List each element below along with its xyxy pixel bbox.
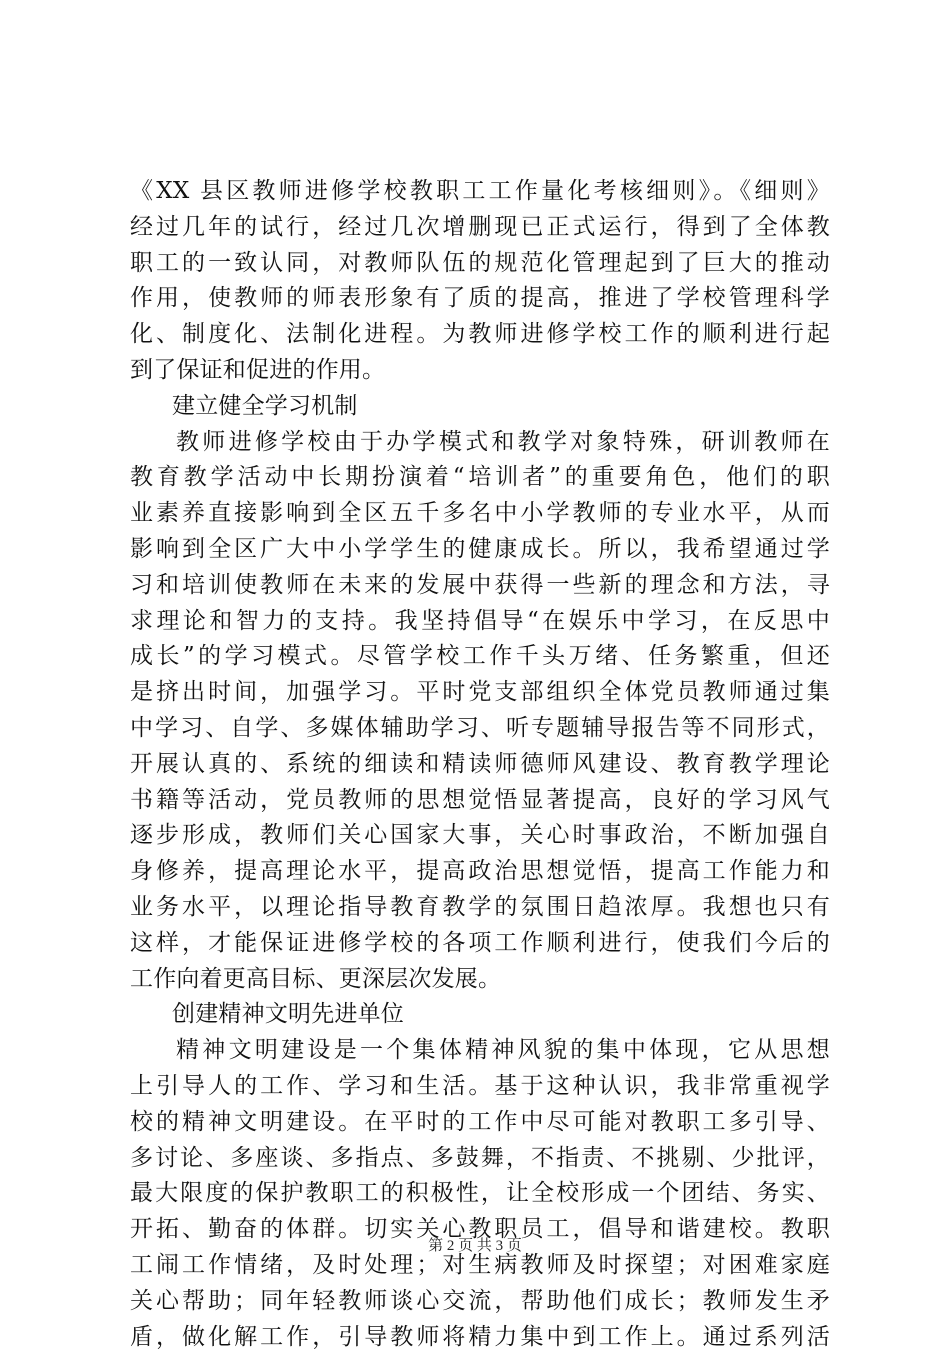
text-line: 这样，才能保证进修学校的各项工作顺利进行，使我们今后的 — [130, 926, 830, 962]
text-line: 作用，使教师的师表形象有了质的提高，推进了学校管理科学 — [130, 281, 830, 317]
page-footer — [0, 1234, 950, 1255]
paragraph-civilization — [130, 1033, 830, 1355]
text-line: 业素养直接影响到全区五千多名中小学教师的专业水平，从而 — [130, 496, 830, 532]
text-line: 精神文明建设是一个集体精神风貌的集中体现，它从思想 — [130, 1033, 830, 1069]
paragraph-intro — [130, 174, 830, 389]
text-line: 业务水平，以理论指导教育教学的氛围日趋浓厚。我想也只有 — [130, 890, 830, 926]
text-line: 化、制度化、法制化进程。为教师进修学校工作的顺利进行起 — [130, 317, 830, 353]
text-line: 校的精神文明建设。在平时的工作中尽可能对教职工多引导、 — [130, 1105, 830, 1141]
text-line: 《XX 县区教师进修学校教职工工作量化考核细则》。《细则》 — [130, 174, 830, 210]
text-line: 开拓、勤奋的体群。切实关心教职员工，倡导和谐建校。教职 — [130, 1212, 830, 1248]
text-line: 上引导人的工作、学习和生活。基于这种认识，我非常重视学 — [130, 1069, 830, 1105]
text-line: 是挤出时间，加强学习。平时党支部组织全体党员教师通过集 — [130, 675, 830, 711]
text-line: 盾，做化解工作，引导教师将精力集中到工作上。通过系列活 — [130, 1320, 830, 1355]
text-line: 关心帮助；同年轻教师谈心交流，帮助他们成长；教师发生矛 — [130, 1284, 830, 1320]
text-line: 求理论和智力的支持。我坚持倡导“在娱乐中学习，在反思中 — [130, 604, 830, 640]
page-indicator: 第 2 页 共 3 页 — [428, 1238, 522, 1254]
text-line: 逐步形成，教师们关心国家大事，关心时事政治，不断加强自 — [130, 818, 830, 854]
text-line: 教师进修学校由于办学模式和教学对象特殊，研训教师在 — [130, 425, 830, 461]
paragraph-learning — [130, 425, 830, 998]
text-line: 习和培训使教师在未来的发展中获得一些新的理念和方法，寻 — [130, 568, 830, 604]
text-line: 职工的一致认同，对教师队伍的规范化管理起到了巨大的推动 — [130, 246, 830, 282]
text-line: 成长”的学习模式。尽管学校工作千头万绪、任务繁重，但还 — [130, 639, 830, 675]
text-line: 开展认真的、系统的细读和精读师德师风建设、教育教学理论 — [130, 747, 830, 783]
text-line: 最大限度的保护教职工的积极性，让全校形成一个团结、务实、 — [130, 1176, 830, 1212]
text-line: 书籍等活动，党员教师的思想觉悟显著提高，良好的学习风气 — [130, 783, 830, 819]
text-line: 多讨论、多座谈、多指点、多鼓舞，不指责、不挑剔、少批评， — [130, 1141, 830, 1177]
section-heading-civilization: 创建精神文明先进单位 — [130, 997, 830, 1033]
text-line: 经过几年的试行，经过几次增删现已正式运行，得到了全体教 — [130, 210, 830, 246]
text-line: 中学习、自学、多媒体辅助学习、听专题辅导报告等不同形式， — [130, 711, 830, 747]
text-line: 工作向着更高目标、更深层次发展。 — [130, 962, 830, 998]
text-line: 工闹工作情绪，及时处理；对生病教师及时探望；对困难家庭 — [130, 1248, 830, 1284]
section-heading-learning: 建立健全学习机制 — [130, 389, 830, 425]
text-line: 教育教学活动中长期扮演着“培训者”的重要角色，他们的职 — [130, 460, 830, 496]
text-line: 到了保证和促进的作用。 — [130, 353, 830, 389]
text-line: 身修养，提高理论水平，提高政治思想觉悟，提高工作能力和 — [130, 854, 830, 890]
document-body — [130, 174, 830, 1355]
text-line: 影响到全区广大中小学学生的健康成长。所以，我希望通过学 — [130, 532, 830, 568]
